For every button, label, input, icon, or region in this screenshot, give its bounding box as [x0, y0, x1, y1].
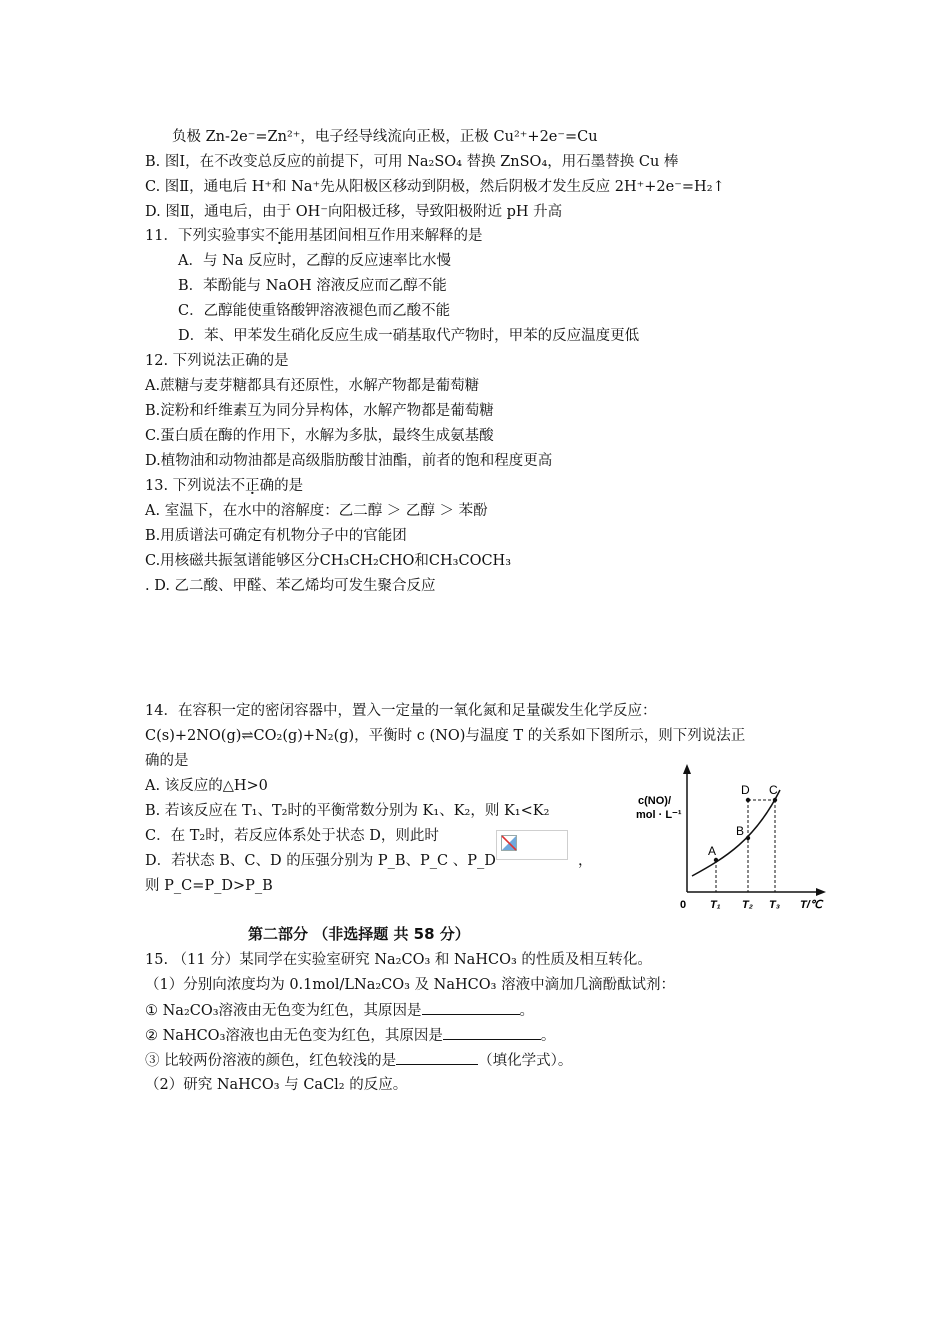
q11-option-b: B．苯酚能与 NaOH 溶液反应而乙醇不能	[178, 278, 447, 294]
q11-stem-a: 11．下列实验事实	[145, 228, 265, 244]
point-d	[746, 798, 750, 802]
q12-option-d: D.植物油和动物油都是高级脂肪酸甘油酯，前者的饱和程度更高	[145, 453, 553, 469]
answer-blank-1c[interactable]	[396, 1050, 478, 1065]
x-axis-arrow	[816, 888, 826, 896]
point-c	[773, 798, 777, 802]
q15-1c-end: （填化学式）。	[478, 1053, 573, 1069]
y-axis-label: c(NO)/	[638, 795, 671, 807]
cno-temperature-chart	[630, 760, 830, 920]
question-11-stem	[145, 226, 482, 246]
point-label-c: C	[769, 783, 778, 797]
x-axis-label: T/℃	[800, 899, 823, 911]
x-tick-label-1: T₁	[710, 899, 721, 911]
q13-option-b: B.用质谱法可确定有机物分子中的官能团	[145, 528, 407, 544]
answer-blank-1b[interactable]	[443, 1025, 541, 1040]
q14-option-d-comma: ，	[578, 853, 593, 869]
q15-part-1: （1）分别向浓度均为 0.1mol/LNa₂CO₃ 及 NaHCO₃ 溶液中滴加几滴酚酞试剂：	[145, 977, 676, 993]
q14-option-b: B. 若该反应在 T₁、T₂时的平衡常数分别为 K₁、K₂，则 K₁<K₂	[145, 803, 550, 819]
q14-option-d: D．若状态 B、C、D 的压强分别为 P_B、P_C 、P_D	[145, 853, 496, 869]
q15-1c-text: ③ 比较两份溶液的颜色，红色较浅的是	[145, 1053, 397, 1069]
question-14-stem: 14．在容积一定的密闭容器中，置入一定量的一氧化氮和足量碳发生化学反应：	[145, 703, 657, 719]
point-label-a: A	[708, 844, 717, 858]
q13-option-a: A. 室温下，在水中的溶解度：乙二醇 ＞ 乙醇 ＞ 苯酚	[145, 503, 488, 519]
q15-1a-text: ① Na₂CO₃溶液由无色变为红色，其原因是	[145, 1003, 422, 1019]
q11-stem-c: 用基团间相互作用来解释的是	[293, 228, 483, 244]
question-15-stem: 15. （11 分）某同学在实验室研究 Na₂CO₃ 和 NaHCO₃ 的性质及相互转化。	[145, 952, 652, 968]
point-label-b: B	[736, 824, 745, 838]
q15-part-1a	[145, 1000, 534, 1021]
q14-option-a: A. 该反应的△H>0	[145, 778, 268, 794]
x-tick-label-2: T₂	[742, 899, 753, 911]
q15-1a-end: 。	[519, 1003, 535, 1019]
q14-equation-cont: 确的是	[145, 753, 189, 769]
q15-part-2: （2）研究 NaHCO₃ 与 CaCl₂ 的反应。	[145, 1077, 408, 1093]
q15-1b-text: ② NaHCO₃溶液也由无色变为红色，其原因是	[145, 1028, 443, 1044]
q13-stem-a: 13. 下列说法	[145, 478, 231, 494]
point-label-d: D	[741, 783, 750, 797]
q12-option-c: C.蛋白质在酶的作用下，水解为多肽，最终生成氨基酸	[145, 428, 494, 444]
q11-option-c: C．乙醇能使重铬酸钾溶液褪色而乙酸不能	[178, 303, 451, 319]
point-b	[746, 836, 750, 840]
broken-image-placeholder	[496, 830, 568, 860]
q12-option-a: A.蔗糖与麦芽糖都具有还原性，水解产物都是葡萄糖	[145, 378, 480, 394]
question-12-stem: 12. 下列说法正确的是	[145, 353, 289, 369]
line-negative-electrode: 负极 Zn-2e⁻=Zn²⁺，电子经导线流向正极，正极 Cu²⁺+2e⁻=Cu	[172, 129, 598, 145]
q15-part-1c	[145, 1050, 572, 1071]
q14-option-c: C．在 T₂时，若反应体系处于状态 D，则此时	[145, 828, 439, 844]
q13-option-d: . D. 乙二酸、甲醛、苯乙烯均可发生聚合反应	[145, 578, 436, 594]
x-tick-label-3: T₃	[769, 899, 780, 911]
option-b-fig1: B. 图Ⅰ，在不改变总反应的前提下，可用 Na₂SO₄ 替换 ZnSO₄，用石墨替换 Cu 棒	[145, 154, 679, 170]
q12-option-b: B.淀粉和纤维素互为同分异构体，水解产物都是葡萄糖	[145, 403, 494, 419]
part-two-heading: 第二部分 （非选择题 共 58 分）	[248, 925, 470, 943]
point-a	[714, 858, 718, 862]
q14-option-d-cont: 则 P_C=P_D>P_B	[145, 878, 273, 894]
q11-option-a: A．与 Na 反应时，乙醇的反应速率比水慢	[178, 253, 452, 269]
y-axis-unit: mol · L⁻¹	[636, 809, 682, 821]
q13-stem-c: 的是	[274, 478, 304, 494]
q13-emphasis: 不正确	[230, 478, 275, 494]
broken-image-icon	[501, 835, 517, 851]
option-c-fig2: C. 图Ⅱ，通电后 H⁺和 Na⁺先从阳极区移动到阴极，然后阴极才发生反应 2H⁺+2e⁻=H₂↑	[145, 179, 725, 195]
y-axis-arrow	[683, 764, 691, 774]
q11-emphasis: 不能	[264, 228, 294, 244]
question-13-stem	[145, 476, 303, 496]
option-d-fig2: D. 图Ⅱ，通电后，由于 OH⁻向阳极迁移，导致阳极附近 pH 升高	[145, 204, 563, 220]
q13-option-c: C.用核磁共振氢谱能够区分CH₃CH₂CHO和CH₃COCH₃	[145, 553, 512, 569]
q14-equation: C(s)+2NO(g)⇌CO₂(g)+N₂(g)，平衡时 c (NO)与温度 T 的关系如下图所示，则下列说法正	[145, 728, 746, 744]
origin-label: 0	[680, 899, 687, 911]
q15-part-1b	[145, 1025, 555, 1046]
q15-1b-end: 。	[540, 1028, 556, 1044]
answer-blank-1a[interactable]	[422, 1000, 520, 1015]
q11-option-d: D．苯、甲苯发生硝化反应生成一硝基取代产物时，甲苯的反应温度更低	[178, 328, 640, 344]
